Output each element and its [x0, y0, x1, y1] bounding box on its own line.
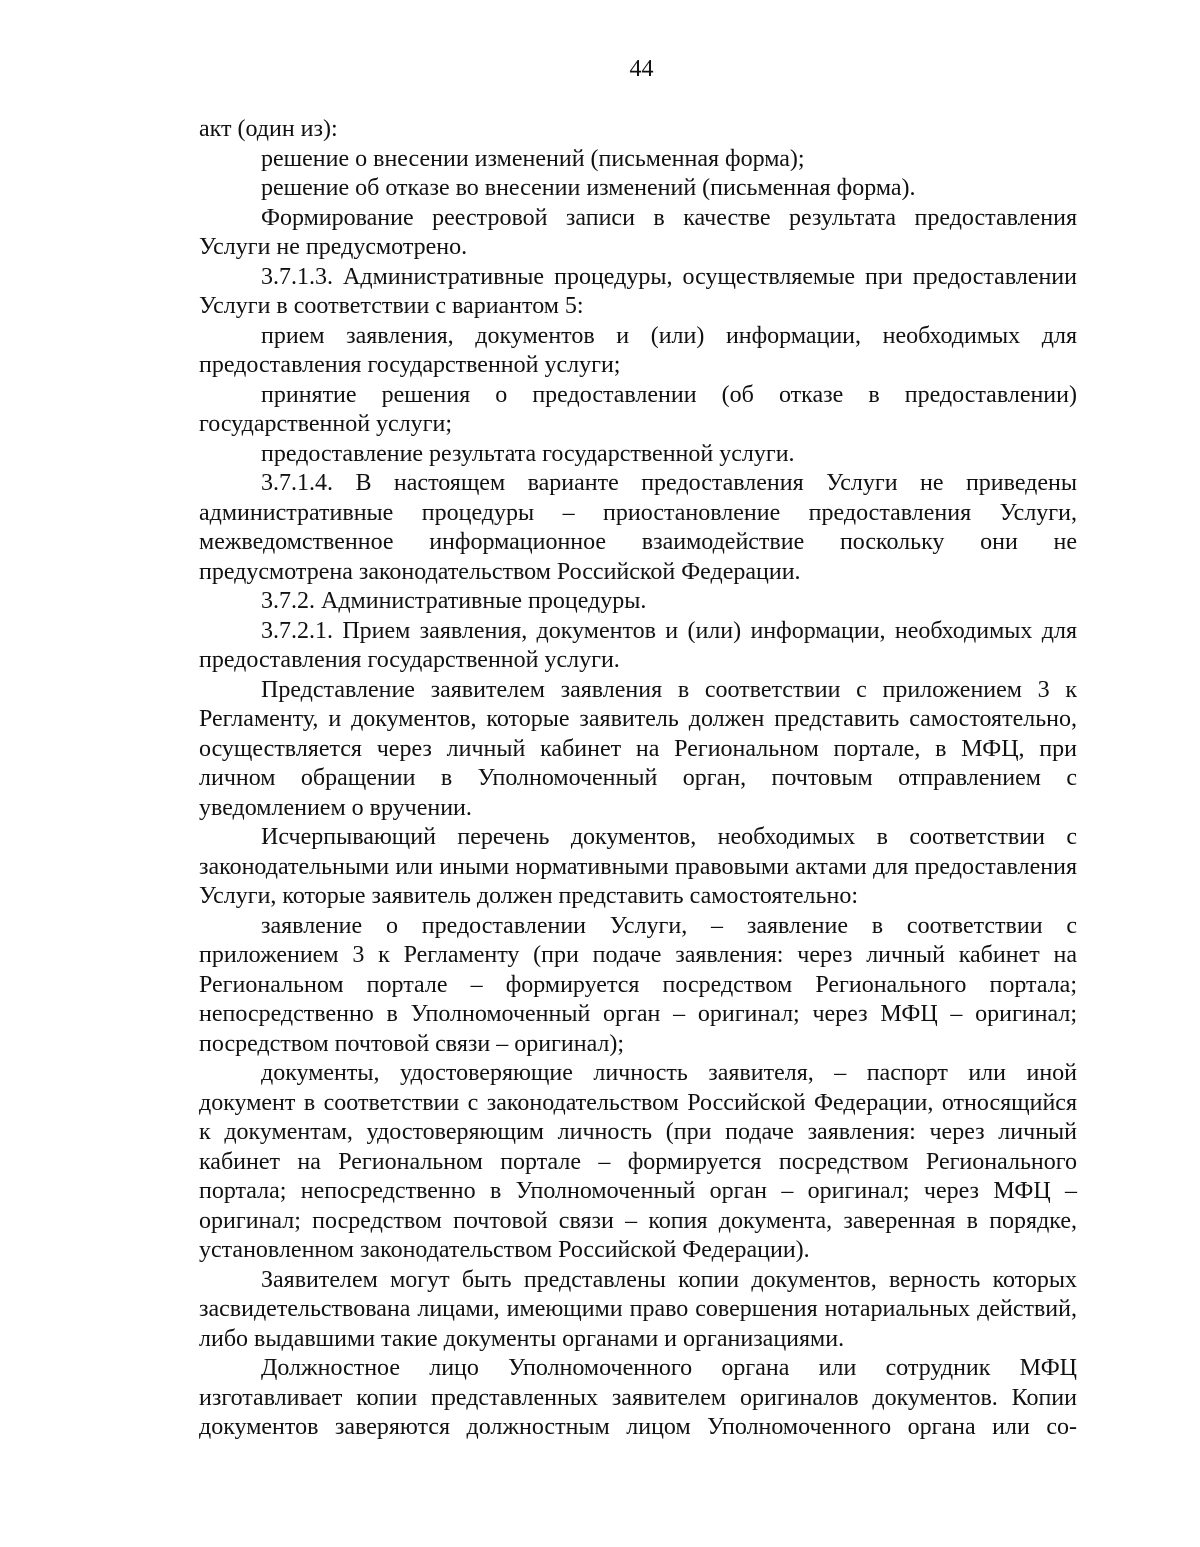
paragraph-10: 3.7.2. Административные процедуры.	[261, 588, 647, 614]
paragraph-9: 3.7.1.4. В настоящем варианте предоставления Услуги не приведены административные процедуры – приостановление предоставления Услуги, межведомственное информационное взаимодействие поскольку они не предусмотрена законодательством Российской Федерации.	[199, 470, 1077, 585]
paragraph-15: документы, удостоверяющие личность заявителя, – паспорт или иной документ в соответствии с законодательством Российской Федерации, относящийся к документам, удостоверяющим личность (при подаче заявления: через личный кабинет на Региональном портале – формируется посредством Регионального портала; непосредственно в Уполномоченный орган – оригинал; через МФЦ – оригинал; посредством почтовой связи – копия документа, заверенная в порядке, установленном законодательством Российской Федерации).	[199, 1060, 1077, 1263]
paragraph-7: принятие решения о предоставлении (об отказе в предоставлении) государственной услуги;	[199, 381, 1077, 437]
paragraph-16: Заявителем могут быть представлены копии документов, верность которых засвидетельствована лицами, имеющими право совершения нотариальных действий, либо выдавшими такие документы органами и организациями.	[199, 1266, 1077, 1352]
paragraph-13: Исчерпывающий перечень документов, необходимых в соответствии с законодательными или иными нормативными правовыми актами для предоставления Услуги, которые заявитель должен представить самостоятельно:	[199, 824, 1077, 909]
paragraph-12: Представление заявителем заявления в соответствии с приложением 3 к Регламенту, и документов, которые заявитель должен представить самостоятельно, осуществляется через личный кабинет на Региональном портале, в МФЦ, при личном обращении в Уполномоченный орган, почтовым отправлением с уведомлением о вручении.	[199, 676, 1077, 821]
paragraph-11: 3.7.2.1. Прием заявления, документов и (или) информации, необходимых для предоставления государственной услуги.	[199, 617, 1077, 673]
body-text	[199, 115, 1077, 1443]
paragraph-1: акт (один из):	[199, 116, 338, 142]
paragraph-14: заявление о предоставлении Услуги, – заявление в соответствии с приложением 3 к Регламенту (при подаче заявления: через личный кабинет на Региональном портале – формируется посредством Регионального портала; непосредственно в Уполномоченный орган – оригинал; через МФЦ – оригинал; посредством почтовой связи – оригинал);	[199, 912, 1077, 1057]
paragraph-6: прием заявления, документов и (или) информации, необходимых для предоставления государственной услуги;	[199, 322, 1077, 378]
paragraph-5: 3.7.1.3. Административные процедуры, осуществляемые при предоставлении Услуги в соответствии с вариантом 5:	[199, 263, 1077, 319]
page-number: 44	[629, 56, 654, 82]
paragraph-4: Формирование реестровой записи в качестве результата предоставления Услуги не предусмотрено.	[199, 204, 1077, 260]
paragraph-17: Должностное лицо Уполномоченного органа или сотрудник МФЦ изготавливает копии представленных заявителем оригиналов документов. Копии документов заверяются должностным лицом Уполномоченного органа или со-	[199, 1355, 1077, 1440]
paragraph-2: решение о внесении изменений (письменная форма);	[261, 145, 805, 172]
paragraph-8: предоставление результата государственной услуги.	[261, 440, 795, 467]
paragraph-3: решение об отказе во внесении изменений (письменная форма).	[261, 175, 916, 201]
